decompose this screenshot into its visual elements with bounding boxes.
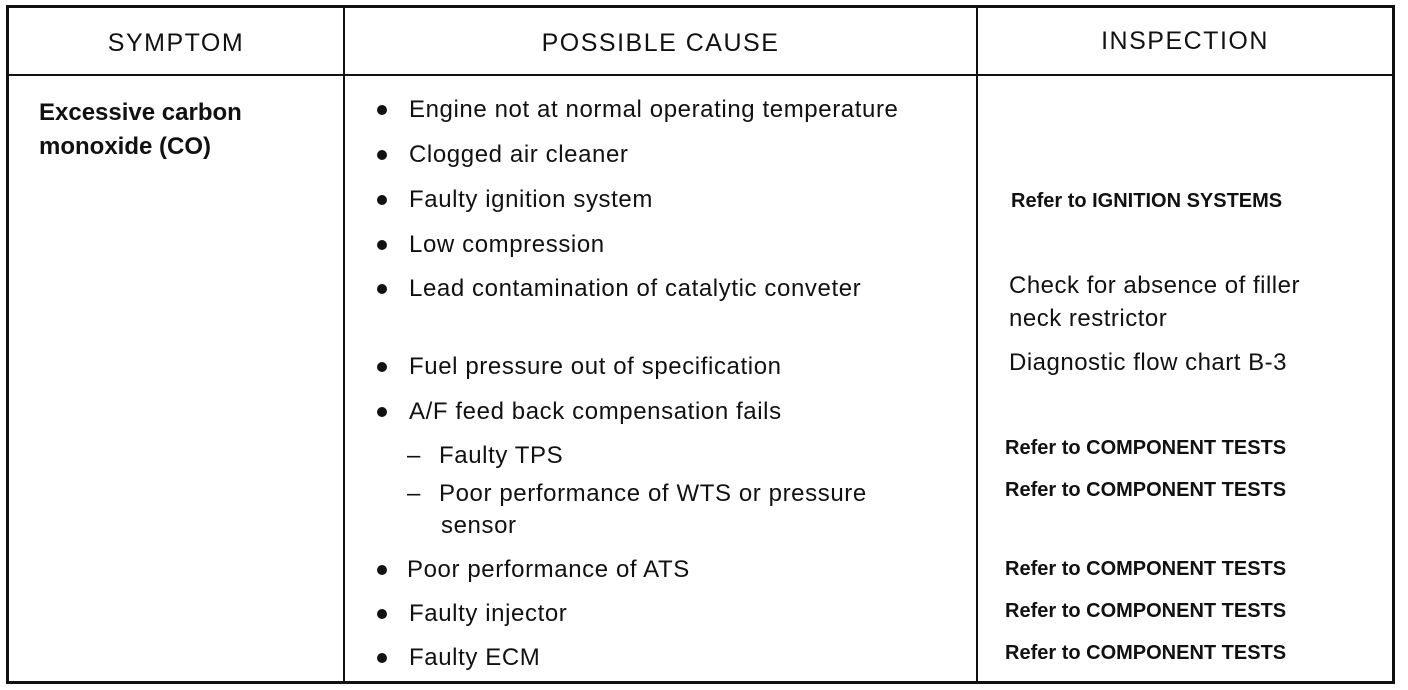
inspection-tps: Refer to COMPONENT TESTS: [1005, 437, 1287, 459]
bullet-icon: [377, 609, 387, 619]
bullet-icon: [377, 653, 387, 663]
dash-icon: –: [407, 480, 421, 507]
inspection-injector: Refer to COMPONENT TESTS: [1005, 600, 1287, 622]
cause-ecm: Faulty ECM: [409, 644, 541, 671]
bullet-icon: [377, 284, 387, 294]
cause-lead-contamination: Lead contamination of catalytic conveter: [409, 275, 862, 302]
column-divider-2: [976, 8, 978, 681]
column-divider-1: [343, 8, 345, 681]
cause-compression: Low compression: [409, 231, 605, 258]
bullet-icon: [377, 150, 387, 160]
cause-air-cleaner: Clogged air cleaner: [409, 141, 629, 168]
header-symptom: SYMPTOM: [107, 29, 245, 57]
inspection-ats: Refer to COMPONENT TESTS: [1005, 558, 1287, 580]
symptom-cell: [39, 96, 242, 164]
bullet-icon: [377, 240, 387, 250]
cause-injector: Faulty injector: [409, 600, 568, 627]
cause-engine-temp: Engine not at normal operating temperature: [409, 96, 899, 123]
cause-ignition: Faulty ignition system: [409, 186, 653, 213]
inspection-filler-neck-cont: neck restrictor: [1009, 305, 1168, 332]
bullet-icon: [377, 195, 387, 205]
inspection-flow-chart: Diagnostic flow chart B-3: [1009, 349, 1287, 376]
bullet-icon: [377, 565, 387, 575]
cause-ats: Poor performance of ATS: [407, 556, 690, 583]
inspection-filler-neck: Check for absence of filler: [1009, 272, 1300, 299]
inspection-ignition: Refer to IGNITION SYSTEMS: [1011, 190, 1283, 212]
bullet-icon: [377, 407, 387, 417]
cause-faulty-tps: Faulty TPS: [439, 442, 564, 469]
header-inspection: INSPECTION: [1101, 27, 1269, 55]
header-possible-cause: POSSIBLE CAUSE: [541, 29, 780, 57]
inspection-wts: Refer to COMPONENT TESTS: [1005, 479, 1287, 501]
cause-wts-pressure-sensor-cont: sensor: [441, 512, 517, 539]
bullet-icon: [377, 362, 387, 372]
bullet-icon: [377, 105, 387, 115]
header-divider: [9, 74, 1392, 76]
symptom-line-1: Excessive carbon: [39, 99, 242, 126]
troubleshooting-table: [6, 5, 1395, 684]
dash-icon: –: [407, 442, 421, 469]
symptom-line-2: monoxide (CO): [39, 133, 211, 160]
cause-af-feedback: A/F feed back compensation fails: [409, 398, 782, 425]
inspection-ecm: Refer to COMPONENT TESTS: [1005, 642, 1287, 664]
cause-wts-pressure-sensor: Poor performance of WTS or pressure: [439, 480, 867, 507]
cause-fuel-pressure: Fuel pressure out of specification: [409, 353, 782, 380]
